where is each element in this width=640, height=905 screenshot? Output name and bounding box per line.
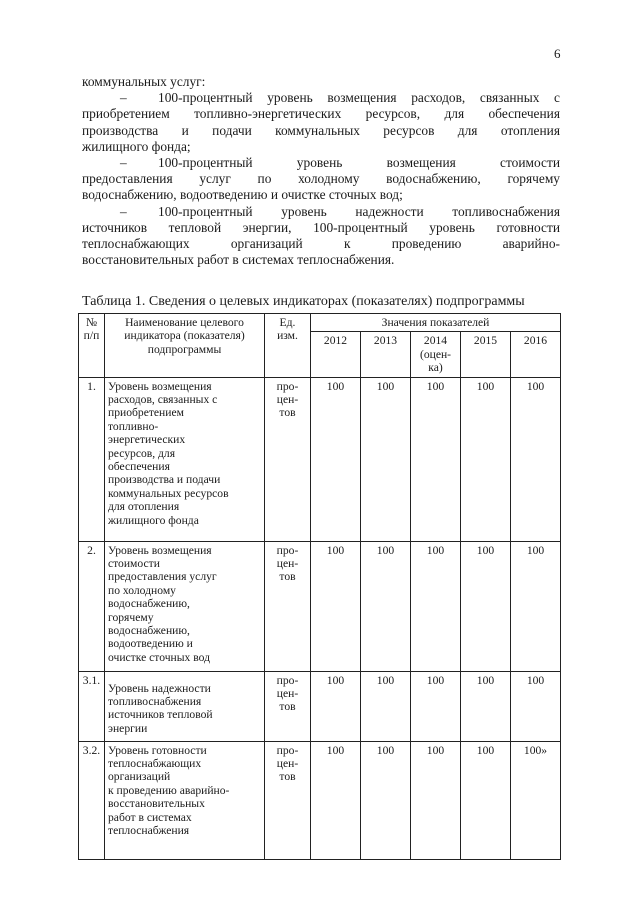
unit-line: тов xyxy=(279,570,296,584)
header-unit: Ед. изм. xyxy=(265,314,311,378)
table-row xyxy=(79,741,561,859)
indicator-name-line: водоотведению и xyxy=(108,637,193,651)
indicator-name-line: ресурсов, для xyxy=(108,446,176,460)
indicator-value: 100 xyxy=(461,671,511,741)
indicator-value: 100 xyxy=(461,377,511,541)
table-row xyxy=(79,671,561,741)
indicator-name-line: теплоснабжения xyxy=(108,824,190,838)
body-text xyxy=(82,74,560,268)
unit-line: цен- xyxy=(276,557,299,571)
unit-line: цен- xyxy=(276,757,299,771)
table-header-row xyxy=(79,314,561,332)
indicator-name-line: для отопления xyxy=(108,500,180,514)
indicator-name-line: водоснабжению, xyxy=(108,624,190,638)
unit-line: цен- xyxy=(276,687,299,701)
indicator-name-line: энергетических xyxy=(108,433,186,447)
indicator-value: 100 xyxy=(311,741,361,859)
unit-of-measure xyxy=(265,541,311,671)
header-year: 2012 xyxy=(311,332,361,377)
indicator-name-line: топливно- xyxy=(108,419,159,433)
indicator-name xyxy=(105,741,265,859)
indicator-value: 100 xyxy=(361,377,411,541)
indicator-name-line: работ в системах xyxy=(108,810,192,824)
indicator-name-line: восстановительных xyxy=(108,797,205,811)
dash-marker: – xyxy=(120,90,127,106)
table-row xyxy=(79,377,561,541)
list-item-line: восстановительных работ в системах теплоснабжения. xyxy=(82,252,395,268)
unit-line: тов xyxy=(279,700,296,714)
unit-line: тов xyxy=(279,770,296,784)
indicator-name-line: Уровень возмещения xyxy=(108,543,212,557)
indicator-name-line: к проведению аварийно- xyxy=(108,783,230,797)
indicator-name-line: производства и подачи xyxy=(108,473,221,487)
list-item-line: предоставления услуг по холодному водоснабжению, горячему xyxy=(82,171,560,187)
indicator-name-line: предоставления услуг xyxy=(108,570,217,584)
indicator-name-line: Уровень надежности xyxy=(108,681,211,695)
indicator-value: 100 xyxy=(461,541,511,671)
table-row xyxy=(79,541,561,671)
indicator-value: 100 xyxy=(411,377,461,541)
table-caption: Таблица 1. Сведения о целевых индикаторах (показателях) подпрограммы xyxy=(82,294,525,309)
header-year: 2016 xyxy=(511,332,561,377)
indicator-value: 100 xyxy=(511,377,561,541)
header-values-group: Значения показателей xyxy=(311,314,561,332)
indicator-name-line: горячему xyxy=(108,610,154,624)
list-item-line: источников тепловой энергии, 100-процентный уровень готовности xyxy=(82,219,560,235)
header-year: 2014 (оцен- ка) xyxy=(411,332,461,377)
list-item-line: – 100-процентный уровень возмещения стоимости xyxy=(120,155,560,171)
indicator-name xyxy=(105,671,265,741)
indicator-value: 100 xyxy=(361,541,411,671)
indicator-name-line: Уровень возмещения xyxy=(108,379,212,393)
list-item-line: производства и подачи коммунальных ресурсов для отопления xyxy=(82,122,560,138)
indicator-name xyxy=(105,541,265,671)
header-year: 2015 xyxy=(461,332,511,377)
header-num: № п/п xyxy=(79,314,105,378)
indicator-name-line: жилищного фонда xyxy=(108,513,199,527)
indicator-value: 100 xyxy=(411,741,461,859)
unit-of-measure xyxy=(265,671,311,741)
indicator-value: 100 xyxy=(411,541,461,671)
indicator-name-line: топливоснабжения xyxy=(108,695,202,709)
indicator-name-line: по холодному xyxy=(108,583,176,597)
indicator-value: 100 xyxy=(361,671,411,741)
indicator-value: 100 xyxy=(511,541,561,671)
indicator-name-line: очистке сточных вод xyxy=(108,650,210,664)
row-number: 1. xyxy=(79,377,105,541)
paragraph-continuation: коммунальных услуг: xyxy=(82,74,206,89)
dash-marker: – xyxy=(120,203,127,219)
indicator-value: 100 xyxy=(461,741,511,859)
indicator-name-line: расходов, связанных с xyxy=(108,393,218,407)
indicator-value: 100» xyxy=(511,741,561,859)
page-number: 6 xyxy=(554,46,561,61)
list-item-line: жилищного фонда; xyxy=(82,138,191,154)
indicator-name-line: приобретением xyxy=(108,406,184,420)
indicator-value: 100 xyxy=(361,741,411,859)
indicator-name-line: водоснабжению, xyxy=(108,597,190,611)
header-year: 2013 xyxy=(361,332,411,377)
indicator-name-line: обеспечения xyxy=(108,460,170,474)
list-item-line: теплоснабжающих организаций к проведению аварийно- xyxy=(82,236,560,252)
header-name: Наименование целевого индикатора (показателя) подпрограммы xyxy=(105,314,265,378)
row-number: 2. xyxy=(79,541,105,671)
dash-marker: – xyxy=(120,155,127,171)
unit-of-measure xyxy=(265,377,311,541)
indicator-value: 100 xyxy=(311,541,361,671)
unit-line: тов xyxy=(279,406,296,420)
row-number: 3.2. xyxy=(79,741,105,859)
indicator-name-line: Уровень готовности xyxy=(108,743,207,757)
list-item-line: водоснабжению, водоотведению и очистке сточных вод; xyxy=(82,187,403,203)
unit-line: цен- xyxy=(276,393,299,407)
list-item-line: – 100-процентный уровень возмещения расходов, связанных с xyxy=(120,90,560,106)
list-item-line: приобретением топливно-энергетических ресурсов, для обеспечения xyxy=(82,106,560,122)
row-number: 3.1. xyxy=(79,671,105,741)
indicator-value: 100 xyxy=(511,671,561,741)
indicator-name-line: энергии xyxy=(108,721,148,735)
indicator-name-line: теплоснабжающих xyxy=(108,757,202,771)
indicator-value: 100 xyxy=(411,671,461,741)
unit-line: про- xyxy=(276,543,299,557)
indicators-table xyxy=(78,313,561,860)
indicator-name-line: источников тепловой xyxy=(108,708,213,722)
unit-line: про- xyxy=(276,379,299,393)
indicator-name-line: стоимости xyxy=(108,557,160,571)
indicator-name-line: коммунальных ресурсов xyxy=(108,486,229,500)
indicator-value: 100 xyxy=(311,377,361,541)
indicator-name xyxy=(105,377,265,541)
indicator-name-line: организаций xyxy=(108,770,171,784)
unit-line: про- xyxy=(276,743,299,757)
unit-of-measure xyxy=(265,741,311,859)
unit-line: про- xyxy=(276,673,299,687)
list-item-line: – 100-процентный уровень надежности топливоснабжения xyxy=(120,203,560,219)
indicator-value: 100 xyxy=(311,671,361,741)
